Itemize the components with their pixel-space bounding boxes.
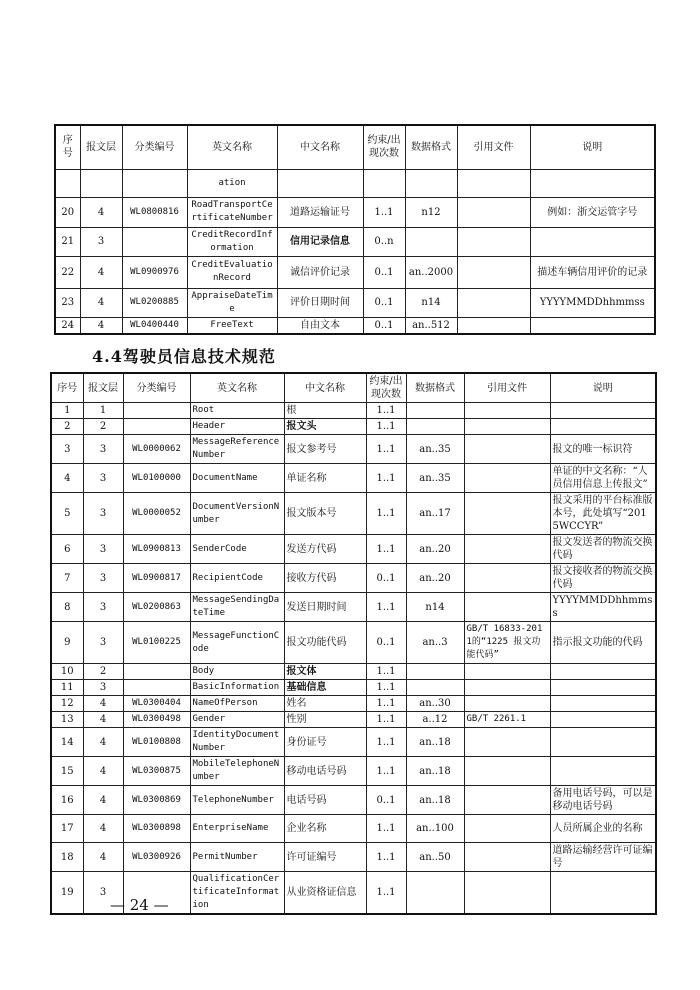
table-cell: 4	[80, 256, 122, 288]
column-header: 分类编号	[122, 125, 187, 169]
table-cell: 14	[51, 728, 83, 757]
table-cell: 3	[83, 493, 123, 535]
table-cell: an..30	[406, 696, 464, 712]
column-header: 约束/出现次数	[366, 373, 406, 403]
column-header: 引用文件	[464, 373, 550, 403]
table-cell	[457, 169, 530, 197]
table-cell: WL0200885	[122, 288, 187, 317]
column-header: 英文名称	[190, 373, 284, 403]
table-cell: 1..1	[363, 197, 405, 227]
table-cell: WL0900817	[123, 564, 190, 593]
column-header: 分类编号	[123, 373, 190, 403]
table-row	[51, 593, 656, 622]
table-cell	[530, 169, 655, 197]
table-cell: 1..1	[366, 535, 406, 564]
table-cell: 9	[51, 622, 83, 664]
table-cell: 发送日期时间	[284, 593, 366, 622]
table-cell	[464, 843, 550, 872]
table-cell: 4	[80, 197, 122, 227]
table-cell: WL0300498	[123, 712, 190, 728]
table-cell	[464, 493, 550, 535]
table-cell: 18	[51, 843, 83, 872]
table-cell: 1..1	[366, 728, 406, 757]
table-cell: n14	[406, 593, 464, 622]
table-cell	[464, 593, 550, 622]
table-cell: 1..1	[366, 464, 406, 493]
table-cell: 身份证号	[284, 728, 366, 757]
table-row	[51, 696, 656, 712]
table-cell	[457, 256, 530, 288]
table-cell: 单证名称	[284, 464, 366, 493]
table-cell: 21	[55, 227, 80, 256]
table-cell: an..512	[405, 317, 457, 334]
table-cell: 1..1	[366, 419, 406, 435]
table-cell: PermitNumber	[190, 843, 284, 872]
table-cell	[550, 419, 656, 435]
table-row	[51, 664, 656, 680]
table-cell: WL0800816	[122, 197, 187, 227]
table-cell: 单证的中文名称：“人员信用信息上传报文”	[550, 464, 656, 493]
table-cell: 12	[51, 696, 83, 712]
table-cell	[550, 728, 656, 757]
table-cell: 3	[83, 622, 123, 664]
table-cell: WL0100225	[123, 622, 190, 664]
table-upper	[54, 124, 656, 335]
table-row	[51, 680, 656, 696]
table-cell: CreditEvaluationRecord	[187, 256, 277, 288]
table-cell: 4	[51, 464, 83, 493]
table-cell	[405, 169, 457, 197]
table-cell: 报文参考号	[284, 435, 366, 464]
table-cell: MessageSendingDateTime	[190, 593, 284, 622]
table-cell: WL0200863	[123, 593, 190, 622]
table-cell: GB/T 2261.1	[464, 712, 550, 728]
table-cell: 1..1	[366, 680, 406, 696]
table-cell	[550, 696, 656, 712]
table-cell: 7	[51, 564, 83, 593]
table-cell	[123, 680, 190, 696]
table-cell: 描述车辆信用评价的记录	[530, 256, 655, 288]
column-header: 说明	[550, 373, 656, 403]
table-cell: 人员所属企业的名称	[550, 815, 656, 843]
table-cell: WL0000052	[123, 493, 190, 535]
table-cell: an..20	[406, 535, 464, 564]
table-row	[55, 197, 655, 227]
table-cell	[550, 872, 656, 915]
column-header: 引用文件	[457, 125, 530, 169]
table-cell	[123, 664, 190, 680]
table-cell: 4	[80, 317, 122, 334]
table-cell	[464, 564, 550, 593]
table-cell: 移动电话号码	[284, 757, 366, 786]
table-cell	[406, 419, 464, 435]
table-cell: 报文功能代码	[284, 622, 366, 664]
column-header: 序号	[55, 125, 80, 169]
table-cell: n14	[405, 288, 457, 317]
table-cell: 从业资格证信息	[284, 872, 366, 915]
table-cell: 16	[51, 786, 83, 815]
table-cell	[123, 403, 190, 419]
table-cell: 8	[51, 593, 83, 622]
table-cell	[55, 169, 80, 197]
table-cell: 4	[83, 757, 123, 786]
table-cell: 3	[83, 680, 123, 696]
table-cell: 4	[83, 786, 123, 815]
table-cell	[277, 169, 363, 197]
table-cell: 10	[51, 664, 83, 680]
table-cell: Body	[190, 664, 284, 680]
table-cell	[406, 403, 464, 419]
table-cell: IdentityDocumentNumber	[190, 728, 284, 757]
table-cell: 0..1	[366, 786, 406, 815]
table-cell: 13	[51, 712, 83, 728]
table-cell: WL0000062	[123, 435, 190, 464]
table-cell: 报文头	[284, 419, 366, 435]
table-row	[55, 317, 655, 334]
table-cell: an..18	[406, 757, 464, 786]
column-header: 序号	[51, 373, 83, 403]
table-cell: an..20	[406, 564, 464, 593]
table-cell: 3	[83, 872, 123, 915]
table-cell: 20	[55, 197, 80, 227]
column-header: 约束/出现次数	[363, 125, 405, 169]
table-cell: 根	[284, 403, 366, 419]
table-cell	[464, 696, 550, 712]
table-cell: 1..1	[366, 403, 406, 419]
table-cell: 1..1	[366, 843, 406, 872]
table-row	[51, 757, 656, 786]
table-cell: 报文版本号	[284, 493, 366, 535]
table-cell: WL0900813	[123, 535, 190, 564]
table-cell: MobileTelephoneNumber	[190, 757, 284, 786]
table-cell: DocumentVersionNumber	[190, 493, 284, 535]
table-cell: n12	[405, 197, 457, 227]
table-cell: 3	[80, 227, 122, 256]
table-row	[51, 493, 656, 535]
table-cell: 1..1	[366, 435, 406, 464]
table-cell: WL0900976	[122, 256, 187, 288]
table-cell: 1..1	[366, 696, 406, 712]
column-header: 数据格式	[405, 125, 457, 169]
table-cell	[457, 227, 530, 256]
table-cell: 0..n	[363, 227, 405, 256]
table-cell: QualificationCertificateInformation	[190, 872, 284, 915]
table-cell: MessageReferenceNumber	[190, 435, 284, 464]
table-cell: WL0100808	[123, 728, 190, 757]
table-cell: BasicInformation	[190, 680, 284, 696]
table-cell: DocumentName	[190, 464, 284, 493]
table-cell: 0..1	[366, 564, 406, 593]
table-cell: SenderCode	[190, 535, 284, 564]
table-cell: 3	[83, 535, 123, 564]
table-row	[55, 256, 655, 288]
table-cell	[530, 317, 655, 334]
table-cell: WL0300869	[123, 786, 190, 815]
table-cell: an..100	[406, 815, 464, 843]
table-row	[51, 464, 656, 493]
table-cell: ation	[187, 169, 277, 197]
table-cell: 性别	[284, 712, 366, 728]
table-cell: 0..1	[366, 622, 406, 664]
table-cell: 1..1	[366, 493, 406, 535]
table-cell: 1	[83, 403, 123, 419]
table-cell	[464, 664, 550, 680]
table-cell: 基础信息	[284, 680, 366, 696]
table-cell	[464, 815, 550, 843]
table-cell: 报文的唯一标识符	[550, 435, 656, 464]
table-cell	[550, 403, 656, 419]
table-cell	[406, 872, 464, 915]
table-cell: AppraiseDateTime	[187, 288, 277, 317]
table-cell: a..12	[406, 712, 464, 728]
table-cell	[530, 227, 655, 256]
table-cell	[406, 664, 464, 680]
table-row	[55, 169, 655, 197]
table-cell: 报文体	[284, 664, 366, 680]
column-header: 说明	[530, 125, 655, 169]
table-cell: 电话号码	[284, 786, 366, 815]
table-cell: WL0400440	[122, 317, 187, 334]
table-driver-info	[50, 372, 657, 915]
table-cell: 评价日期时间	[277, 288, 363, 317]
table-cell: 15	[51, 757, 83, 786]
table-row	[51, 786, 656, 815]
table-cell	[464, 872, 550, 915]
table-cell: WL0300898	[123, 815, 190, 843]
table-cell: 1..1	[366, 712, 406, 728]
table-cell: an..35	[406, 435, 464, 464]
table-cell: TelephoneNumber	[190, 786, 284, 815]
table-cell	[406, 680, 464, 696]
table-cell: MessageFunctionCode	[190, 622, 284, 664]
table-row	[51, 712, 656, 728]
page-number: — 24 —	[110, 896, 169, 914]
table-cell: an..50	[406, 843, 464, 872]
table-cell: 道路运输经营许可证编号	[550, 843, 656, 872]
table-cell: 11	[51, 680, 83, 696]
table-cell: 24	[55, 317, 80, 334]
section-heading: 4.4驾驶员信息技术规范	[92, 347, 276, 366]
table-cell: 3	[51, 435, 83, 464]
table-cell: 备用电话号码，可以是移动电话号码	[550, 786, 656, 815]
column-header: 中文名称	[277, 125, 363, 169]
table-cell: 诚信评价记录	[277, 256, 363, 288]
table-cell: 4	[80, 288, 122, 317]
table-cell: an..18	[406, 786, 464, 815]
table-cell: NameOfPerson	[190, 696, 284, 712]
table-row	[51, 843, 656, 872]
table-cell: WL0300926	[123, 843, 190, 872]
table-cell: 1	[51, 403, 83, 419]
table-cell	[464, 464, 550, 493]
table-cell: RoadTransportCertificateNumber	[187, 197, 277, 227]
table-header-row	[55, 125, 655, 169]
table-cell: 19	[51, 872, 83, 915]
table-row	[51, 403, 656, 419]
table-cell: an..3	[406, 622, 464, 664]
table-cell: YYYYMMDDhhmmss	[550, 593, 656, 622]
table-cell: YYYYMMDDhhmmss	[530, 288, 655, 317]
table-cell	[550, 664, 656, 680]
table-cell: 1..1	[366, 664, 406, 680]
table-cell: 1..1	[366, 815, 406, 843]
table-cell: 4	[83, 843, 123, 872]
table-cell: 2	[83, 419, 123, 435]
table-row	[51, 435, 656, 464]
table-cell: 3	[83, 564, 123, 593]
table-cell	[464, 403, 550, 419]
column-header: 中文名称	[284, 373, 366, 403]
column-header: 英文名称	[187, 125, 277, 169]
table-cell: an..17	[406, 493, 464, 535]
table-cell	[464, 680, 550, 696]
table-cell: 例如：浙交运管字号	[530, 197, 655, 227]
table-row	[51, 564, 656, 593]
table-cell: WL0300875	[123, 757, 190, 786]
table-cell	[550, 680, 656, 696]
table-cell: Gender	[190, 712, 284, 728]
table-cell: an..18	[406, 728, 464, 757]
table-cell: 1..1	[366, 757, 406, 786]
column-header: 数据格式	[406, 373, 464, 403]
table-cell: 0..1	[363, 256, 405, 288]
table-cell: 道路运输证号	[277, 197, 363, 227]
table-cell: Header	[190, 419, 284, 435]
table-row	[55, 288, 655, 317]
table-cell: 报文接收者的物流交换代码	[550, 564, 656, 593]
table-cell: 3	[83, 593, 123, 622]
table-cell: 1..1	[366, 872, 406, 915]
table-cell: 接收方代码	[284, 564, 366, 593]
table-cell	[550, 757, 656, 786]
table-cell	[464, 535, 550, 564]
table-cell: 0..1	[363, 317, 405, 334]
table-cell: 指示报文功能的代码	[550, 622, 656, 664]
table-cell: 0..1	[363, 288, 405, 317]
table-cell	[80, 169, 122, 197]
table-row	[51, 622, 656, 664]
table-cell: 企业名称	[284, 815, 366, 843]
table-cell	[464, 435, 550, 464]
table-cell: 6	[51, 535, 83, 564]
table-cell: 3	[83, 464, 123, 493]
table-cell: GB/T 16833-2011的“1225 报文功能代码”	[464, 622, 550, 664]
table-cell	[457, 317, 530, 334]
table-row	[51, 728, 656, 757]
table-cell: EnterpriseName	[190, 815, 284, 843]
table-cell: 自由文本	[277, 317, 363, 334]
table-cell: 23	[55, 288, 80, 317]
table-cell: 报文发送者的物流交换代码	[550, 535, 656, 564]
table-cell	[464, 786, 550, 815]
table-cell: 信用记录信息	[277, 227, 363, 256]
table-header-row	[51, 373, 656, 403]
table-cell	[464, 419, 550, 435]
table-cell: CreditRecordInformation	[187, 227, 277, 256]
table-cell: 4	[83, 696, 123, 712]
table-cell: 报文采用的平台标准版本号，此处填写“2015WCCYR”	[550, 493, 656, 535]
table-cell	[363, 169, 405, 197]
table-cell: 许可证编号	[284, 843, 366, 872]
table-cell	[464, 757, 550, 786]
table-cell: an..35	[406, 464, 464, 493]
table-cell: Root	[190, 403, 284, 419]
table-cell	[457, 197, 530, 227]
table-cell: 5	[51, 493, 83, 535]
table-cell	[122, 169, 187, 197]
table-cell: 1..1	[366, 593, 406, 622]
table-cell	[550, 712, 656, 728]
table-cell	[123, 419, 190, 435]
table-cell: 4	[83, 712, 123, 728]
table-cell: 2	[83, 664, 123, 680]
table-cell: 22	[55, 256, 80, 288]
column-header: 报文层	[80, 125, 122, 169]
table-row	[51, 419, 656, 435]
table-cell	[122, 227, 187, 256]
table-cell: WL0300404	[123, 696, 190, 712]
table-row	[55, 227, 655, 256]
table-cell: an..2000	[405, 256, 457, 288]
table-cell: 姓名	[284, 696, 366, 712]
table-cell: WL0100000	[123, 464, 190, 493]
table-cell	[464, 728, 550, 757]
table-cell: 2	[51, 419, 83, 435]
table-row	[51, 535, 656, 564]
table-cell: FreeText	[187, 317, 277, 334]
table-cell	[405, 227, 457, 256]
table-cell: 4	[83, 815, 123, 843]
column-header: 报文层	[83, 373, 123, 403]
table-cell: RecipientCode	[190, 564, 284, 593]
table-cell: 发送方代码	[284, 535, 366, 564]
table-cell	[457, 288, 530, 317]
table-cell: 17	[51, 815, 83, 843]
table-cell: 3	[83, 435, 123, 464]
table-cell: 4	[83, 728, 123, 757]
table-row	[51, 815, 656, 843]
